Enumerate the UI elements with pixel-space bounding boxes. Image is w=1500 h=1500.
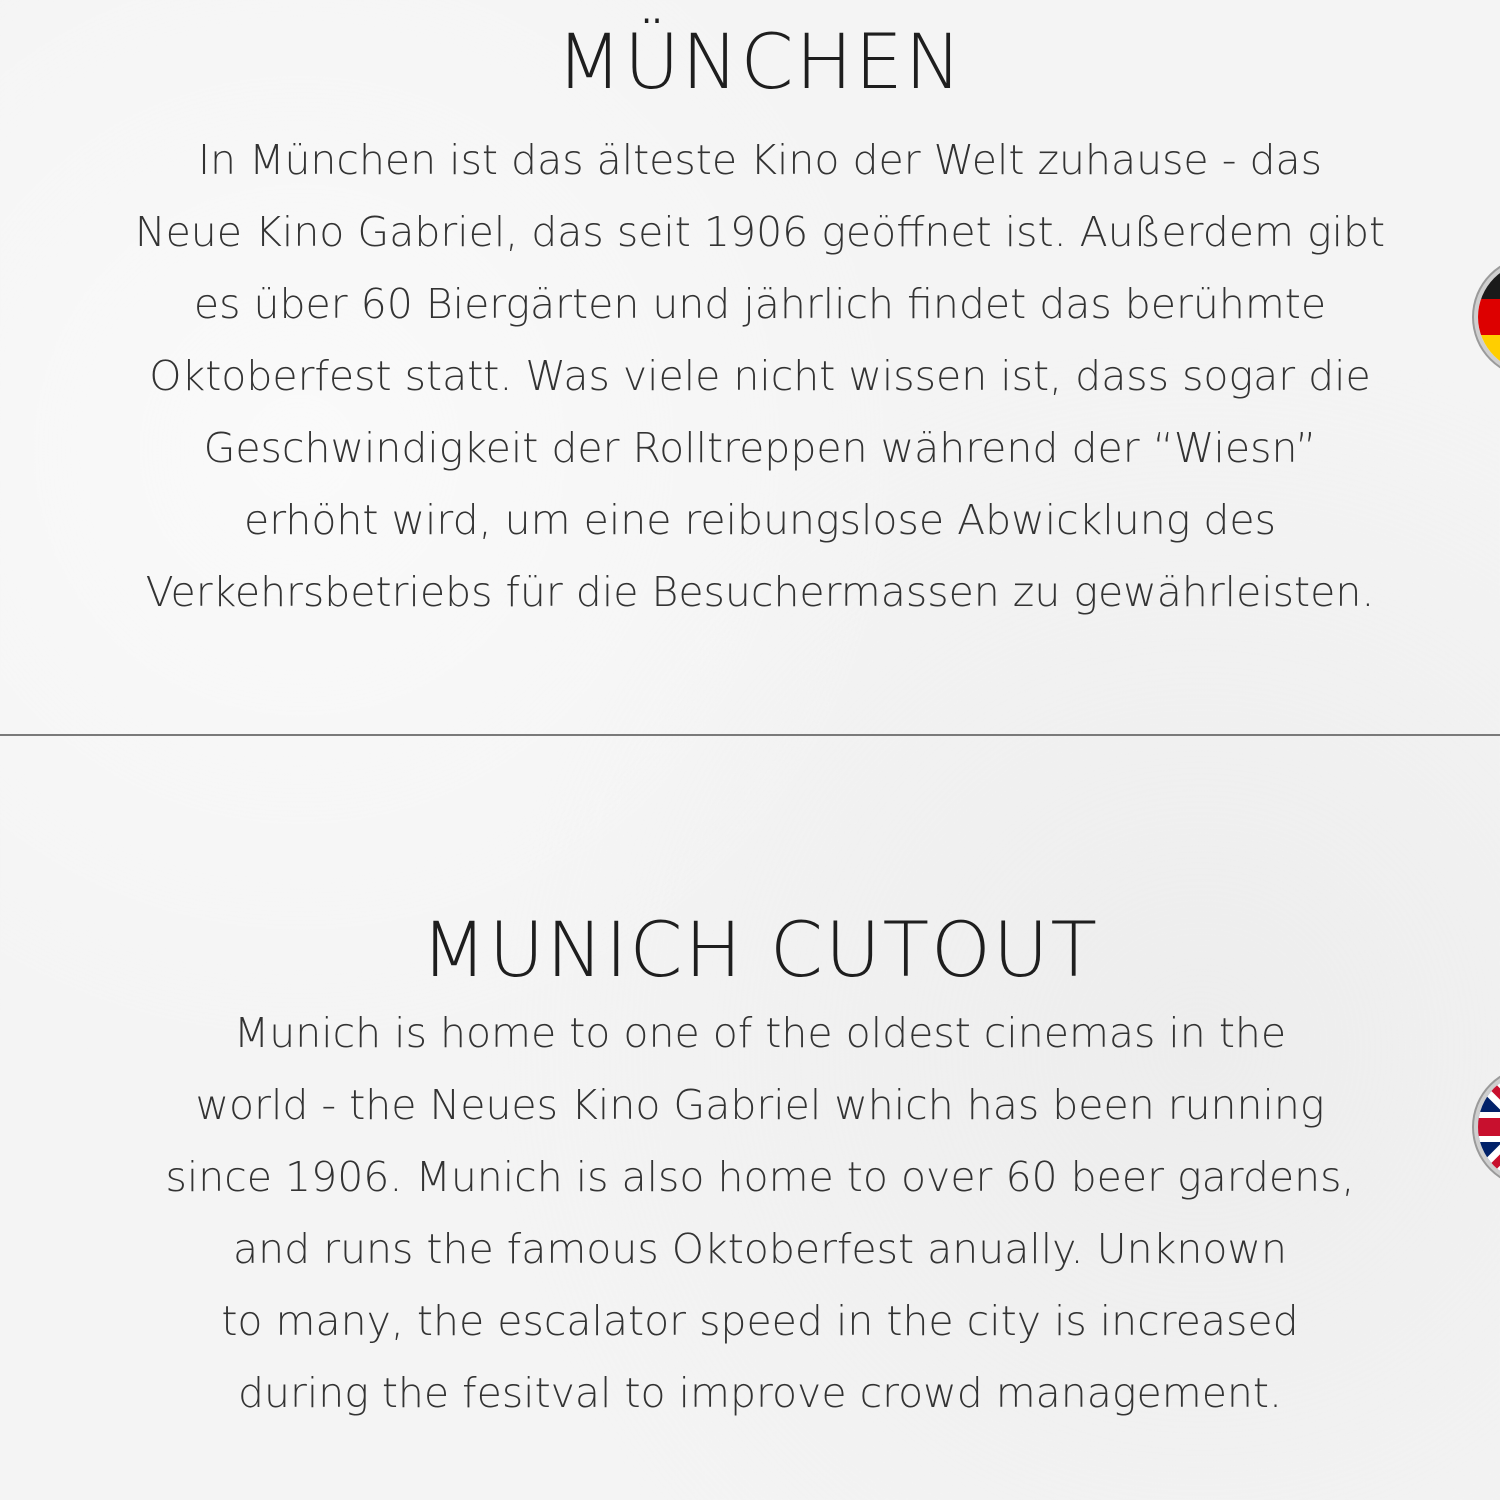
english-section bbox=[0, 738, 1500, 1500]
english-text-line: and runs the famous Oktoberfest anually. Unknown bbox=[233, 1225, 1287, 1273]
english-text-line: Munich is home to one of the oldest cinemas in the bbox=[233, 1009, 1287, 1057]
german-text-line: Neue Kino Gabriel, das seit 1906 geöffnet ist. Außerdem gibt bbox=[134, 208, 1386, 256]
english-text-line: world - the Neues Kino Gabriel which has been running bbox=[195, 1081, 1325, 1129]
german-text-line: Verkehrsbetriebs für die Besuchermassen zu gewährleisten. bbox=[145, 568, 1375, 616]
english-text-line: to many, the escalator speed in the city is increased bbox=[221, 1297, 1299, 1345]
german-text-line: Oktoberfest statt. Was viele nicht wissen ist, dass sogar die bbox=[149, 352, 1371, 400]
english-title: MUNICH CUTOUT bbox=[421, 905, 1099, 994]
german-title: MÜNCHEN bbox=[556, 17, 964, 106]
german-text-line: Geschwindigkeit der Rolltreppen während der “Wiesn” bbox=[203, 424, 1317, 472]
english-text-line: since 1906. Munich is also home to over 60 beer gardens, bbox=[165, 1153, 1355, 1201]
german-section bbox=[0, 0, 1500, 736]
german-text-line: es über 60 Biergärten und jährlich findet das berühmte bbox=[193, 280, 1327, 328]
english-text-line: during the fesitval to improve crowd management. bbox=[237, 1369, 1283, 1417]
section-divider bbox=[0, 734, 1500, 736]
german-text-line: In München ist das älteste Kino der Welt zuhause - das bbox=[197, 136, 1323, 184]
english-description bbox=[60, 997, 1460, 1429]
german-description bbox=[60, 124, 1460, 628]
german-text-line: erhöht wird, um eine reibungslose Abwicklung des bbox=[243, 496, 1276, 544]
